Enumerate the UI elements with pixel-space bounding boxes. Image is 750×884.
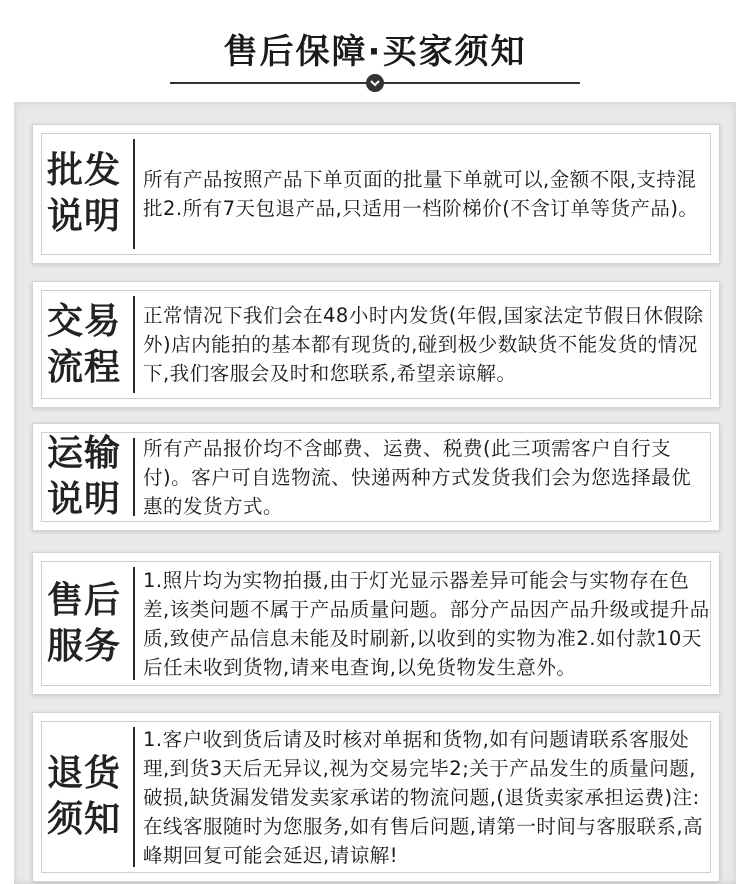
- section-body: [143, 282, 713, 407]
- section-body: [143, 125, 713, 263]
- section-label: [43, 713, 125, 881]
- section-label: [43, 553, 125, 694]
- section-card-trade-process: [32, 281, 720, 408]
- section-label-line2: 说明: [46, 196, 121, 237]
- section-label-line1: 交易: [46, 300, 121, 342]
- section-text: 所有产品按照产品下单页面的批量下单就可以,金额不限,支持混批2.所有7天包退产品,只适用一档阶梯价(不含订单等货产品)。: [143, 168, 699, 220]
- section-label-line1: 运输: [46, 433, 121, 474]
- section-label-line1: 退货: [46, 753, 121, 794]
- section-divider: [133, 727, 135, 867]
- section-label-line2: 服务: [46, 625, 121, 667]
- section-text: 1.照片均为实物拍摄,由于灯光显示器差异可能会与实物存在色差,该类问题不属于产品质量问题。部分产品因产品升级或提升品质,致使产品信息未能及时刷新,以收到的实物为准2.如付款10天后任未收到货物,请来电查询,以免货物发生意外。: [143, 568, 710, 679]
- page-header: [0, 0, 750, 100]
- section-text: 1.客户收到货后请及时核对单据和货物,如有问题请联系客服处理,到货3天后无异议,视为交易完毕2;关于产品发生的质量问题,破损,缺货漏发错发卖家承诺的物流问题,(退货卖家承担运费)注:在线客服随时为您服务,如有售后问题,请第一时间与客服联系,高峰期回复可能会延迟,请谅解!: [143, 727, 704, 867]
- section-text: 正常情况下我们会在48小时内发货(年假,国家法定节假日休假除外)店内能拍的基本都有现货的,碰到极少数缺货不能发货的情况下,我们客服会及时和您联系,希望亲谅解。: [143, 304, 704, 385]
- section-label: [43, 424, 125, 530]
- page-title: 售后保障·买家须知: [223, 32, 527, 72]
- section-body: [143, 424, 713, 530]
- section-label-line2: 说明: [46, 479, 121, 520]
- section-divider: [133, 567, 135, 680]
- section-label-line1: 售后: [46, 579, 121, 621]
- chevron-down-icon: [366, 74, 384, 92]
- section-label-line2: 流程: [46, 346, 121, 388]
- section-label: [43, 125, 125, 263]
- section-card-shipping: [32, 423, 720, 531]
- section-body: [143, 713, 713, 881]
- section-label-line1: 批发: [46, 150, 121, 191]
- section-label: [43, 282, 125, 407]
- section-card-returns: [32, 712, 720, 882]
- section-text: 所有产品报价均不含邮费、运费、税费(此三项需客户自行支付)。客户可自选物流、快递两种方式发货我们会为您选择最优惠的发货方式。: [143, 436, 692, 518]
- section-label-line2: 须知: [46, 799, 121, 840]
- section-divider: [133, 139, 135, 249]
- section-card-after-sales: [32, 552, 720, 695]
- section-body: [143, 553, 713, 694]
- section-divider: [133, 296, 135, 393]
- section-divider: [133, 438, 135, 516]
- section-card-wholesale: [32, 124, 720, 264]
